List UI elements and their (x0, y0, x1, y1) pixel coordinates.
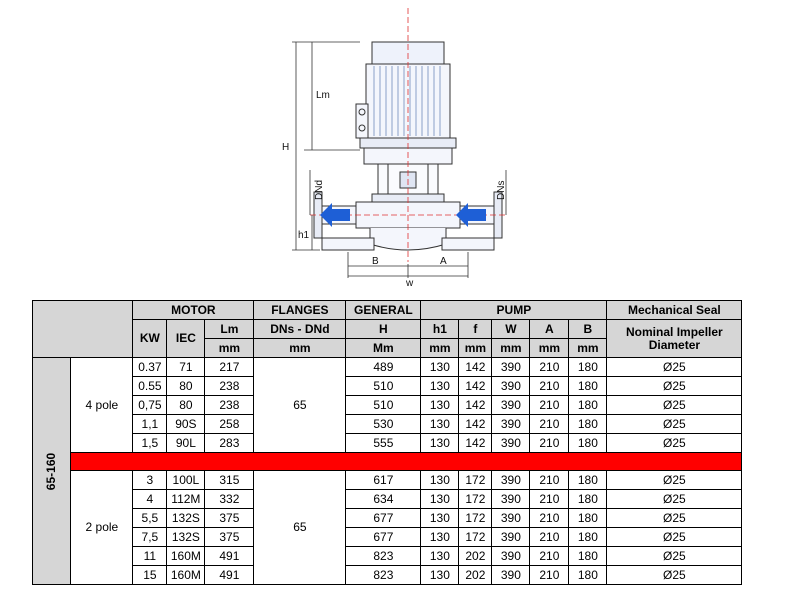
header-f: f (459, 320, 492, 339)
header-w: W (492, 320, 530, 339)
cell-h1: 130 (421, 547, 459, 566)
cell-a: 210 (530, 528, 569, 547)
cell-a: 210 (530, 509, 569, 528)
table-row (33, 358, 742, 377)
cell-b: 180 (569, 434, 607, 453)
label-dns: DNs (496, 180, 507, 200)
cell-lm: 217 (205, 358, 254, 377)
cell-w: 390 (492, 528, 530, 547)
separator-row (33, 453, 742, 471)
header-mechanical-seal: Mechanical Seal (607, 301, 742, 320)
cell-b: 180 (569, 415, 607, 434)
cell-b: 180 (569, 566, 607, 585)
cell-f: 202 (459, 547, 492, 566)
cell-seal: Ø25 (607, 528, 742, 547)
header-row-1 (33, 301, 742, 320)
header-row-2 (33, 320, 742, 339)
table-row (33, 415, 742, 434)
cell-kw: 1,5 (133, 434, 167, 453)
label-h1: h1 (298, 230, 310, 241)
cell-seal: Ø25 (607, 509, 742, 528)
cell-lm: 491 (205, 566, 254, 585)
cell-iec: 80 (167, 377, 205, 396)
cell-lm: 238 (205, 396, 254, 415)
cell-h: 677 (346, 509, 421, 528)
cell-h1: 130 (421, 415, 459, 434)
cell-b: 180 (569, 396, 607, 415)
cell-iec: 160M (167, 566, 205, 585)
cell-a: 210 (530, 490, 569, 509)
flange-size: 65 (254, 471, 346, 585)
cell-h1: 130 (421, 377, 459, 396)
cell-h: 510 (346, 377, 421, 396)
cell-lm: 375 (205, 528, 254, 547)
pole-label: 2 pole (71, 471, 133, 585)
cell-a: 210 (530, 547, 569, 566)
cell-b: 180 (569, 547, 607, 566)
cell-kw: 7,5 (133, 528, 167, 547)
label-lm: Lm (316, 90, 330, 101)
cell-iec: 132S (167, 509, 205, 528)
label-h: H (282, 142, 290, 153)
cell-b: 180 (569, 471, 607, 490)
label-dnd: DNd (314, 179, 325, 200)
cell-b: 180 (569, 509, 607, 528)
header-a: A (530, 320, 569, 339)
cell-kw: 4 (133, 490, 167, 509)
label-a: A (440, 256, 447, 267)
cell-iec: 90L (167, 434, 205, 453)
unit-lm: mm (205, 339, 254, 358)
cell-seal: Ø25 (607, 396, 742, 415)
label-w: w (406, 278, 414, 289)
header-lm: Lm (205, 320, 254, 339)
cell-seal: Ø25 (607, 434, 742, 453)
cell-lm: 375 (205, 509, 254, 528)
cell-seal: Ø25 (607, 377, 742, 396)
cell-f: 172 (459, 490, 492, 509)
cell-w: 390 (492, 396, 530, 415)
cell-iec: 160M (167, 547, 205, 566)
cell-b: 180 (569, 358, 607, 377)
header-h: H (346, 320, 421, 339)
cell-h1: 130 (421, 396, 459, 415)
cell-h: 510 (346, 396, 421, 415)
table-row (33, 471, 742, 490)
header-b: B (569, 320, 607, 339)
cell-seal: Ø25 (607, 415, 742, 434)
model-label: 65-160 (44, 452, 59, 490)
cell-w: 390 (492, 358, 530, 377)
cell-kw: 5,5 (133, 509, 167, 528)
cell-seal: Ø25 (607, 566, 742, 585)
header-dns-dnd: DNs - DNd (254, 320, 346, 339)
cell-kw: 0,75 (133, 396, 167, 415)
cell-lm: 283 (205, 434, 254, 453)
cell-a: 210 (530, 566, 569, 585)
spec-table (32, 300, 742, 585)
cell-h1: 130 (421, 528, 459, 547)
cell-f: 142 (459, 434, 492, 453)
cell-seal: Ø25 (607, 471, 742, 490)
table-row (33, 396, 742, 415)
cell-a: 210 (530, 434, 569, 453)
cell-a: 210 (530, 358, 569, 377)
header-flanges: FLANGES (254, 301, 346, 320)
cell-f: 172 (459, 509, 492, 528)
cell-w: 390 (492, 471, 530, 490)
model-cell (33, 358, 71, 585)
cell-f: 142 (459, 396, 492, 415)
cell-b: 180 (569, 377, 607, 396)
header-kw: KW (133, 320, 167, 358)
cell-w: 390 (492, 509, 530, 528)
cell-f: 142 (459, 358, 492, 377)
cell-iec: 80 (167, 396, 205, 415)
cell-w: 390 (492, 547, 530, 566)
cell-h1: 130 (421, 566, 459, 585)
cell-h: 634 (346, 490, 421, 509)
cell-lm: 258 (205, 415, 254, 434)
pump-drawing (260, 0, 540, 290)
cell-h1: 130 (421, 490, 459, 509)
cell-a: 210 (530, 471, 569, 490)
cell-kw: 1,1 (133, 415, 167, 434)
unit-flanges: mm (254, 339, 346, 358)
unit-h: Mm (346, 339, 421, 358)
cell-kw: 15 (133, 566, 167, 585)
table-row (33, 490, 742, 509)
cell-iec: 100L (167, 471, 205, 490)
cell-h: 555 (346, 434, 421, 453)
cell-f: 142 (459, 377, 492, 396)
cell-w: 390 (492, 415, 530, 434)
cell-f: 172 (459, 471, 492, 490)
cell-seal: Ø25 (607, 358, 742, 377)
unit-b: mm (569, 339, 607, 358)
cell-lm: 315 (205, 471, 254, 490)
cell-h: 677 (346, 528, 421, 547)
table-row (33, 528, 742, 547)
cell-h: 530 (346, 415, 421, 434)
header-iec: IEC (167, 320, 205, 358)
cell-lm: 332 (205, 490, 254, 509)
cell-f: 172 (459, 528, 492, 547)
cell-h: 823 (346, 547, 421, 566)
cell-iec: 90S (167, 415, 205, 434)
cell-b: 180 (569, 490, 607, 509)
cell-kw: 3 (133, 471, 167, 490)
header-h1: h1 (421, 320, 459, 339)
cell-b: 180 (569, 528, 607, 547)
cell-f: 142 (459, 415, 492, 434)
cell-h1: 130 (421, 471, 459, 490)
cell-kw: 11 (133, 547, 167, 566)
cell-seal: Ø25 (607, 547, 742, 566)
cell-h: 489 (346, 358, 421, 377)
table-row (33, 434, 742, 453)
cell-iec: 71 (167, 358, 205, 377)
header-general: GENERAL (346, 301, 421, 320)
cell-f: 202 (459, 566, 492, 585)
label-b: B (372, 256, 379, 267)
cell-seal: Ø25 (607, 490, 742, 509)
cell-lm: 238 (205, 377, 254, 396)
cell-kw: 0.37 (133, 358, 167, 377)
header-motor: MOTOR (133, 301, 254, 320)
table-row (33, 377, 742, 396)
cell-h: 617 (346, 471, 421, 490)
cell-h: 823 (346, 566, 421, 585)
table-row (33, 547, 742, 566)
unit-a: mm (530, 339, 569, 358)
cell-iec: 132S (167, 528, 205, 547)
pole-label: 4 pole (71, 358, 133, 453)
cell-w: 390 (492, 434, 530, 453)
flange-size: 65 (254, 358, 346, 453)
cell-h1: 130 (421, 509, 459, 528)
table-row (33, 566, 742, 585)
cell-w: 390 (492, 566, 530, 585)
cell-a: 210 (530, 377, 569, 396)
header-impeller-diameter: Nominal Impeller Diameter (607, 320, 742, 358)
cell-a: 210 (530, 415, 569, 434)
cell-w: 390 (492, 490, 530, 509)
cell-h1: 130 (421, 434, 459, 453)
cell-iec: 112M (167, 490, 205, 509)
cell-a: 210 (530, 396, 569, 415)
unit-f: mm (459, 339, 492, 358)
unit-h1: mm (421, 339, 459, 358)
unit-w: mm (492, 339, 530, 358)
header-pump: PUMP (421, 301, 607, 320)
corner-cell (33, 301, 133, 358)
separator-bar (71, 453, 742, 471)
cell-w: 390 (492, 377, 530, 396)
cell-lm: 491 (205, 547, 254, 566)
cell-kw: 0.55 (133, 377, 167, 396)
table-row (33, 509, 742, 528)
cell-h1: 130 (421, 358, 459, 377)
